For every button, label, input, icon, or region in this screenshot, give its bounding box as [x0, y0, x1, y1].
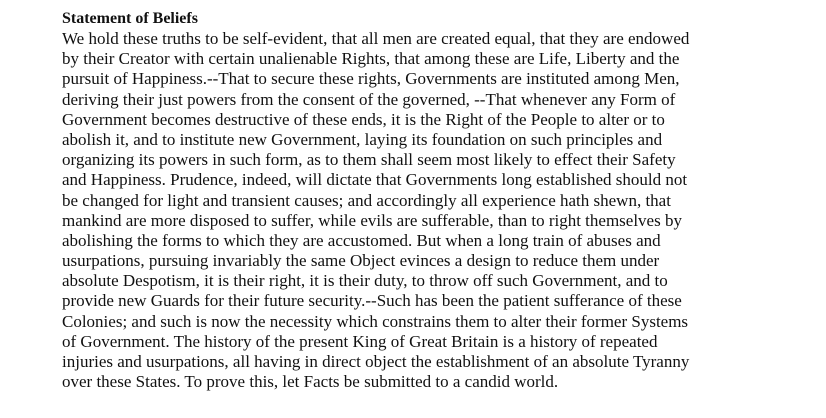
text-line: Colonies; and such is now the necessity which constrains them to alter their former Systems [62, 311, 689, 331]
text-line: by their Creator with certain unalienable Rights, that among these are Life, Liberty and the [62, 49, 680, 69]
text-line: abolish it, and to institute new Government, laying its foundation on such principles and [62, 129, 663, 149]
text-line: injuries and usurpations, all having in direct object the establishment of an absolute Tyranny [62, 352, 690, 371]
text-line: absolute Despotism, it is their right, it is their duty, to throw off such Government, and to [62, 271, 668, 291]
text-line: provide new Guards for their future security.--Such has been the patient sufferance of these [62, 291, 682, 311]
text-line: abolishing the forms to which they are accustomed. But when a long train of abuses and [62, 230, 661, 250]
text-line: be changed for light and transient causes; and accordingly all experience hath shewn, that [62, 190, 671, 210]
text-line: of Government. The history of the present King of Great Britain is a history of repeated [62, 331, 658, 351]
text-line: and Happiness. Prudence, indeed, will dictate that Governments long established should not [62, 170, 688, 190]
text-line: organizing its powers in such form, as to them shall seem most likely to effect their Safety [62, 150, 676, 170]
text-line: usurpations, pursuing invariably the same Object evinces a design to reduce them under [62, 251, 660, 271]
text-line: deriving their just powers from the consent of the governed, --That whenever any Form of [62, 89, 676, 109]
text-line: We hold these truths to be self-evident, that all men are created equal, that they are endowed [62, 29, 690, 48]
text-line: over these States. To prove this, let Facts be submitted to a candid world. [62, 372, 559, 392]
document-title: Statement of Beliefs [62, 10, 198, 27]
document-body [62, 29, 826, 392]
text-line: Government becomes destructive of these ends, it is the Right of the People to alter or to [62, 109, 665, 129]
document [62, 9, 826, 392]
text-line: pursuit of Happiness.--That to secure these rights, Governments are instituted among Men, [62, 69, 680, 89]
text-line: mankind are more disposed to suffer, while evils are sufferable, than to right themselves by [62, 210, 682, 230]
